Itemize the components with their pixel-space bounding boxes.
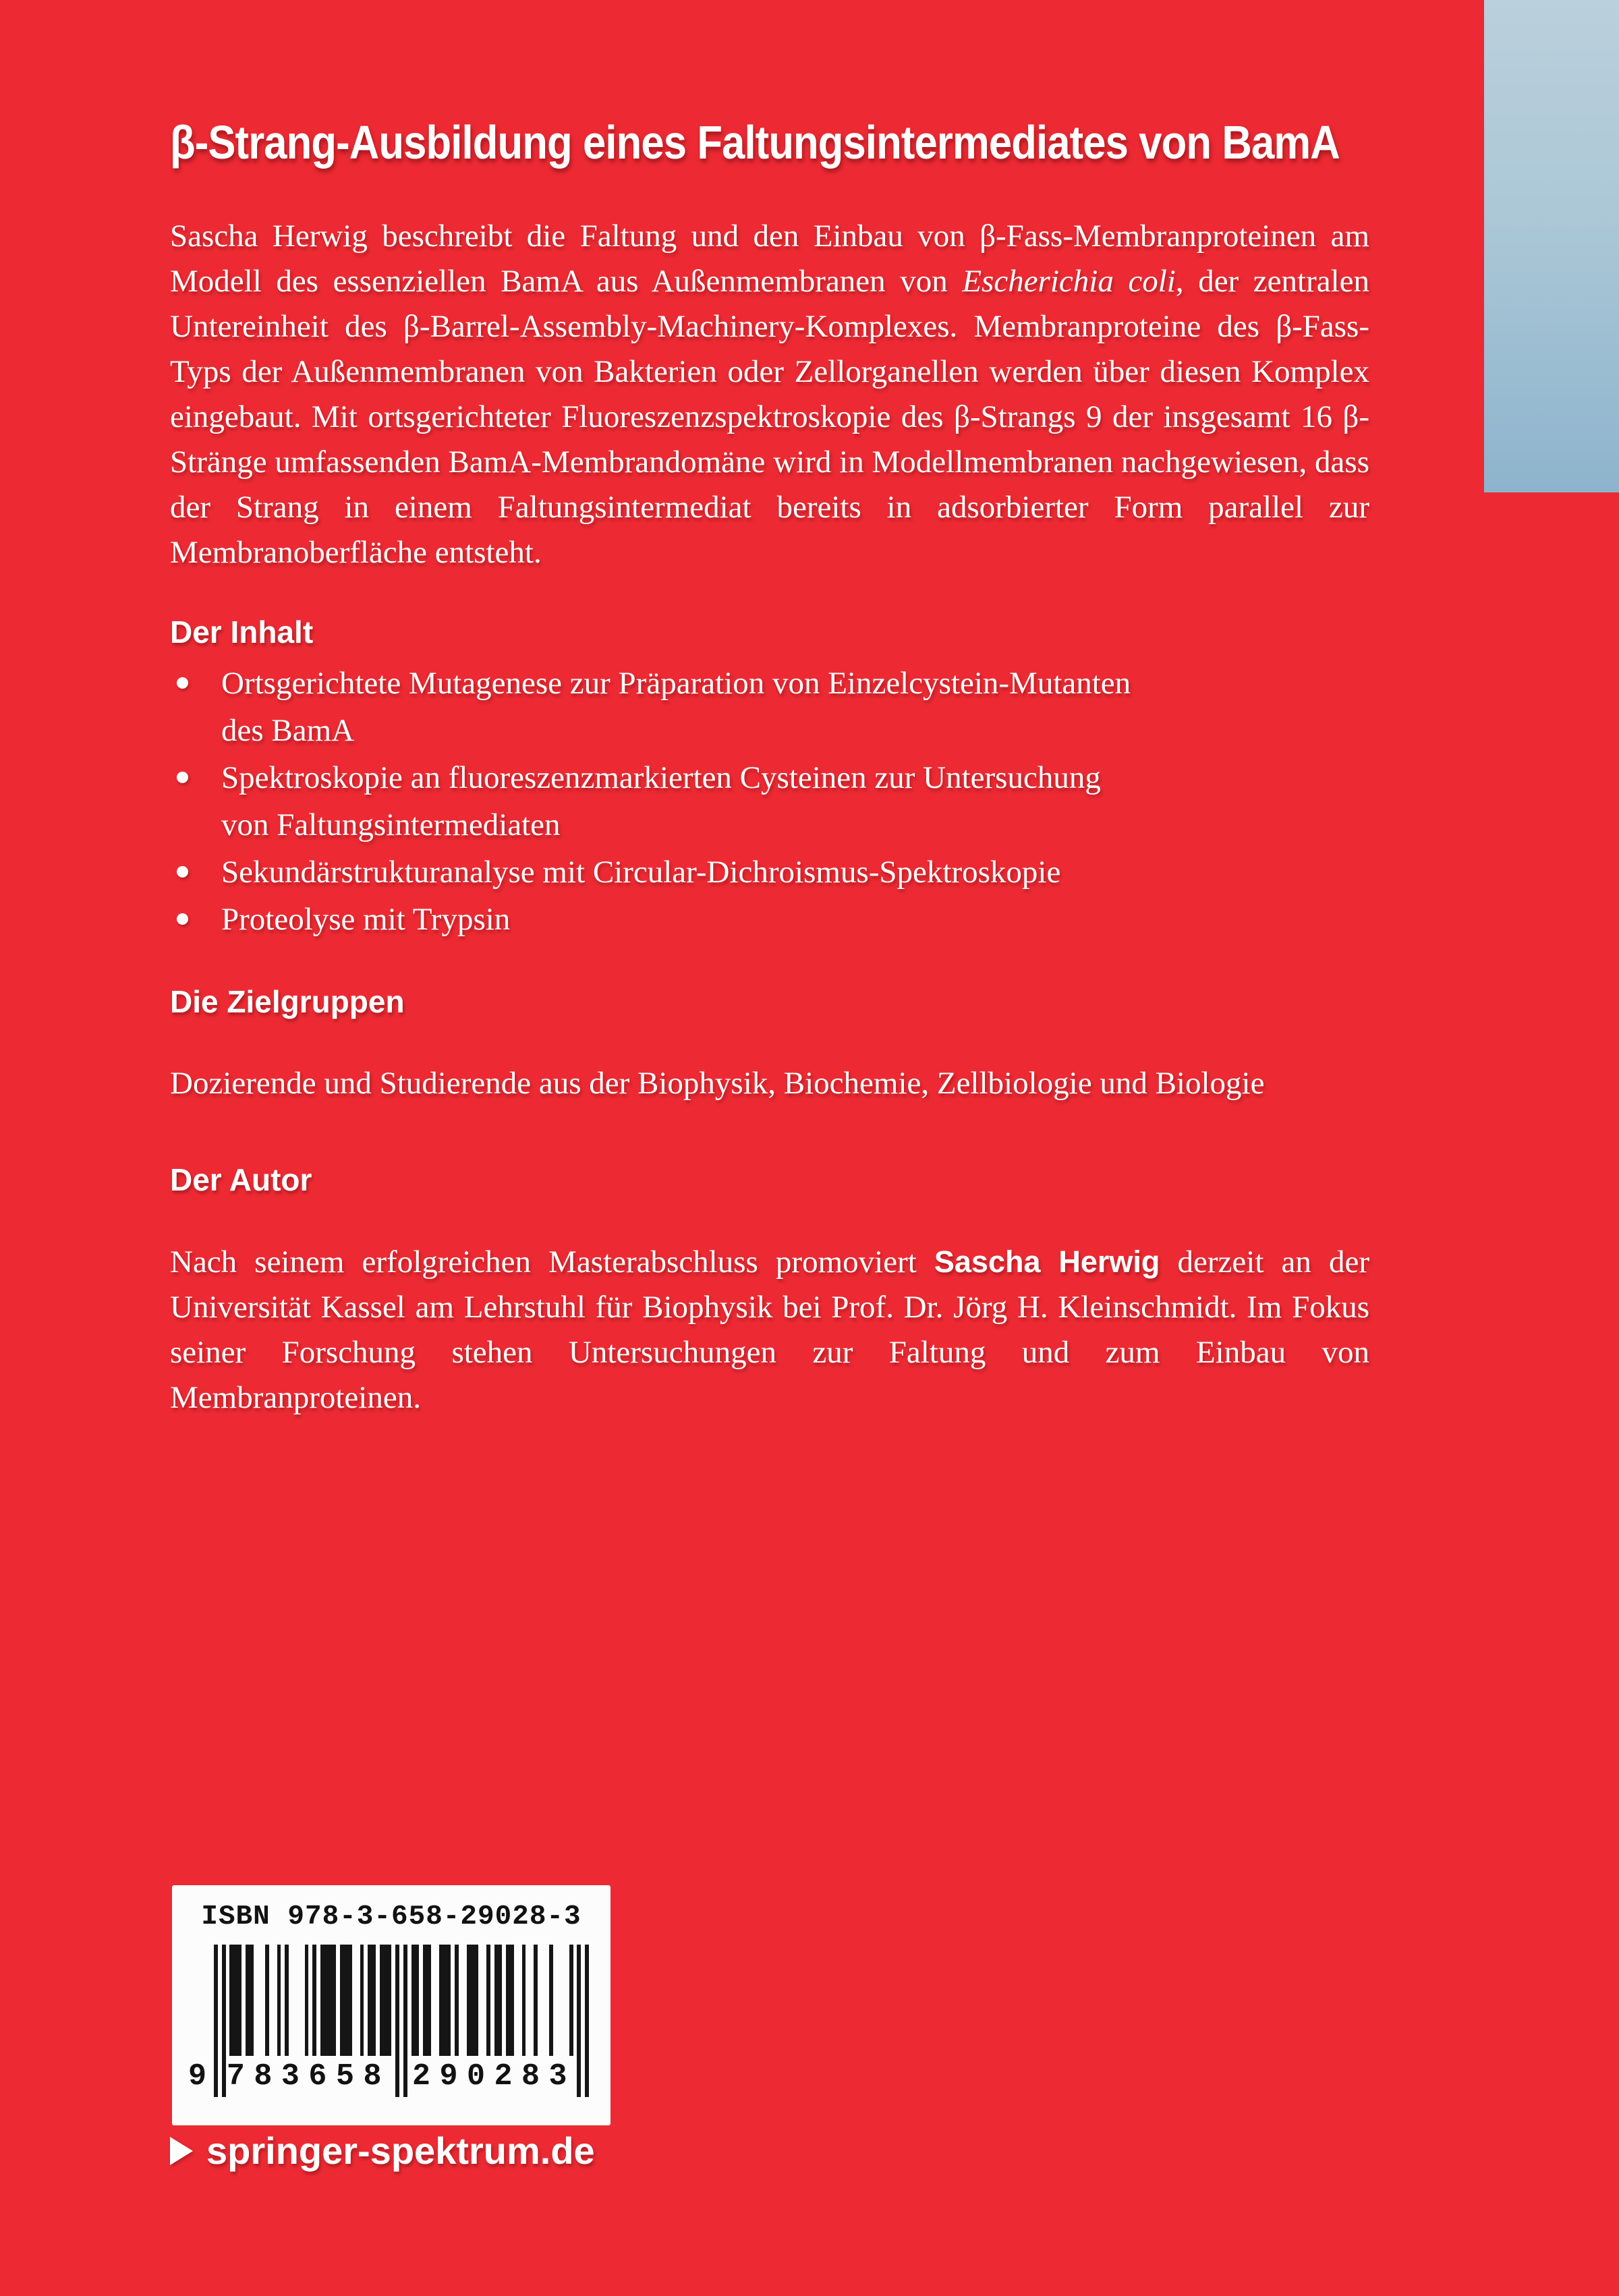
isbn-block: [172, 1885, 610, 2125]
publisher-url: [170, 2129, 595, 2173]
barcode-bar: [455, 1945, 459, 2056]
bullet-icon: [177, 677, 188, 689]
bullet-icon: [177, 772, 188, 783]
intro-paragraph: [170, 214, 1369, 575]
triangle-arrow-icon: [170, 2137, 193, 2165]
barcode-bar: [380, 1945, 392, 2056]
autor-paragraph: [170, 1239, 1369, 1420]
list-item: [170, 896, 1369, 943]
barcode-bar: [265, 1945, 269, 2056]
barcode-bar: [494, 1945, 503, 2056]
intro-segment: Sascha Herwig beschreibt die Faltung und den Einbau von β-Fass-Membranproteinen am Modell des essenziellen BamA aus Außenmembranen von: [170, 219, 1369, 299]
bullet-icon: [177, 913, 188, 925]
barcode-bar: [285, 1945, 289, 2056]
list-item-line: Spektroskopie an fluoreszenzmarkierten Cysteinen zur Untersuchung: [221, 760, 1101, 795]
autor-segment: Nach seinem erfolgreichen Masterabschluss promoviert: [170, 1244, 934, 1280]
barcode-bar: [467, 1945, 479, 2056]
barcode-bar: [522, 1945, 526, 2056]
barcode-bar: [320, 1945, 336, 2056]
list-item-line: Ortsgerichtete Mutagenese zur Präparation von Einzelcystein-Mutanten: [221, 666, 1131, 701]
barcode: [188, 1945, 589, 2097]
barcode-bar: [246, 1945, 254, 2056]
publisher-url-text: springer-spektrum.de: [206, 2129, 595, 2172]
barcode-bar: [305, 1945, 309, 2056]
barcode-bar: [577, 1945, 581, 2097]
intro-segment-italic: Escherichia coli: [962, 264, 1176, 299]
barcode-bar: [569, 1945, 573, 2056]
barcode-bar: [534, 1945, 538, 2056]
barcode-bar: [312, 1945, 316, 2056]
barcode-bar: [403, 1945, 407, 2097]
isbn-number: ISBN 978-3-658-29028-3: [201, 1901, 581, 1932]
autor-name-bold: Sascha Herwig: [934, 1244, 1160, 1279]
barcode-bar: [277, 1945, 281, 2056]
barcode-bar: [368, 1945, 376, 2056]
barcode-bar: [340, 1945, 352, 2056]
list-item-line: von Faltungsintermediaten: [221, 807, 561, 842]
list-item: [170, 849, 1369, 896]
section-heading-autor: Der Autor: [170, 1162, 312, 1197]
barcode-digits-group2: 290283: [411, 2056, 577, 2097]
barcode-bar: [411, 1945, 420, 2056]
barcode-bar: [214, 1945, 218, 2097]
section-heading-inhalt: Der Inhalt: [170, 614, 314, 650]
barcode-bar: [395, 1945, 399, 2097]
page-title: β-Strang-Ausbildung eines Faltungsintermediates von BamA: [170, 115, 1340, 169]
list-item-line: des BamA: [221, 713, 355, 748]
cover-corner-accent: [1484, 0, 1619, 492]
barcode-bar: [486, 1945, 490, 2056]
list-item-line: Proteolyse mit Trypsin: [221, 902, 511, 937]
section-heading-zielgruppen: Die Zielgruppen: [170, 984, 405, 1019]
barcode-digit-left: 9: [188, 2059, 207, 2094]
barcode-bar: [229, 1945, 242, 2056]
barcode-bar: [549, 1945, 553, 2056]
barcode-bar: [585, 1945, 589, 2097]
autor-segment: derzeit an der Universität Kassel am Lehrstuhl für Biophysik bei Prof. Dr. Jörg H. Kleinschmidt. Im Fokus seiner Forschung stehen Untersuchungen zur Faltung und zum Einbau von Membranproteinen.: [170, 1244, 1369, 1415]
barcode-bar: [506, 1945, 514, 2056]
inhalt-list: [170, 660, 1369, 943]
barcode-bar: [439, 1945, 451, 2056]
barcode-digits-group1: 783658: [226, 2056, 392, 2097]
intro-segment: , der zentralen Untereinheit des β-Barrel-Assembly-Machinery-Komplexes. Membranproteine des β-Fass-Typs der Außenmembranen von Bakterien oder Zellorganellen werden über diesen Komplex eingebaut. Mit ortsgerichteter Fluoreszenzspektroskopie des β-Strangs 9 der insgesamt 16 β-Stränge umfassenden BamA-Membrandomäne wird in Modellmembranen nachgewiesen, dass der Strang in einem Faltungsintermediat bereits in adsorbierter Form parallel zur Membranoberfläche entsteht.: [170, 264, 1369, 570]
barcode-bar: [360, 1945, 364, 2056]
bullet-icon: [177, 866, 188, 878]
barcode-bar: [423, 1945, 431, 2056]
list-item: [170, 754, 1369, 849]
list-item: [170, 660, 1369, 754]
list-item-line: Sekundärstrukturanalyse mit Circular-Dichroismus-Spektroskopie: [221, 855, 1061, 890]
zielgruppen-paragraph: Dozierende und Studierende aus der Biophysik, Biochemie, Zellbiologie und Biologie: [170, 1066, 1265, 1101]
